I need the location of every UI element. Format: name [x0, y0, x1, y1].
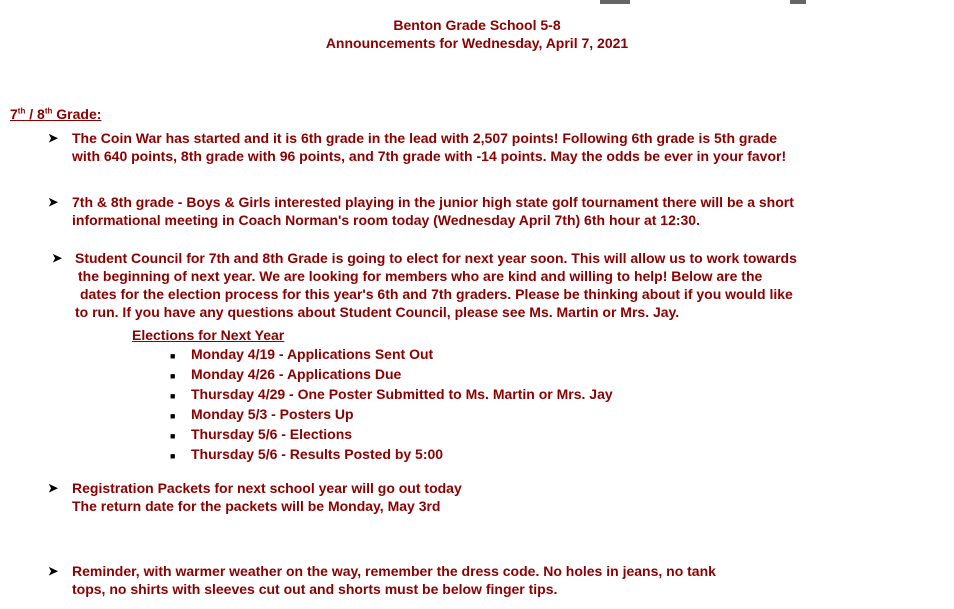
square-bullet-icon: ■: [170, 371, 176, 381]
list-item: ■ Thursday 5/6 - Results Posted by 5:00: [170, 446, 444, 462]
arrow-bullet-icon: ➤: [48, 481, 59, 495]
arrow-bullet-icon: ➤: [48, 564, 59, 578]
square-bullet-icon: ■: [170, 431, 176, 441]
elections-list: [170, 345, 613, 465]
square-bullet-icon: ■: [170, 451, 176, 461]
cropped-graphic-right: [790, 0, 806, 4]
school-title: Benton Grade School 5-8: [393, 17, 561, 33]
grade-heading: 7th / 8th Grade:: [10, 106, 102, 122]
announcement-date: Announcements for Wednesday, April 7, 2021: [325, 35, 629, 51]
elections-subheading: Elections for Next Year: [132, 327, 285, 343]
list-item: ■ Thursday 5/6 - Elections: [170, 426, 353, 442]
announcement-student-council: Student Council for 7th and 8th Grade is going to elect for next year soon. This will allow us to work towards the beginning of next year. We are looking for members who are kind and willing to help! Below are the dates for the election process for this year's 6th and 7th graders. Please be thinking about if you would like to run. If you have any questions about Student Council, please see Ms. Martin or Mrs. Jay.: [75, 250, 797, 320]
square-bullet-icon: ■: [170, 351, 176, 361]
arrow-bullet-icon: ➤: [48, 131, 59, 145]
announcement-dress-code: Reminder, with warmer weather on the way, remember the dress code. No holes in jeans, no tank tops, no shirts with sleeves cut out and shorts must be below finger tips.: [72, 563, 716, 597]
arrow-bullet-icon: ➤: [52, 251, 63, 265]
arrow-bullet-icon: ➤: [48, 195, 59, 209]
list-item: ■ Thursday 4/29 - One Poster Submitted to Ms. Martin or Mrs. Jay: [170, 386, 613, 402]
announcement-golf: 7th & 8th grade - Boys & Girls interested playing in the junior high state golf tournament there will be a short informational meeting in Coach Norman's room today (Wednesday April 7th) 6th hour at 12:30.: [72, 194, 794, 228]
square-bullet-icon: ■: [170, 391, 176, 401]
announcement-coin-war: The Coin War has started and it is 6th grade in the lead with 2,507 points! Following 6th grade is 5th grade with 640 points, 8th grade with 96 points, and 7th grade with -14 points. May the odds be ever in your favor!: [72, 130, 787, 164]
cropped-graphic-left: [600, 0, 630, 4]
square-bullet-icon: ■: [170, 411, 176, 421]
list-item: ■ Monday 4/26 - Applications Due: [170, 366, 402, 382]
list-item: ■ Monday 4/19 - Applications Sent Out: [170, 346, 434, 362]
list-item: ■ Monday 5/3 - Posters Up: [170, 406, 354, 422]
announcement-registration: Registration Packets for next school year will go out today The return date for the packets will be Monday, May 3rd: [72, 480, 462, 514]
